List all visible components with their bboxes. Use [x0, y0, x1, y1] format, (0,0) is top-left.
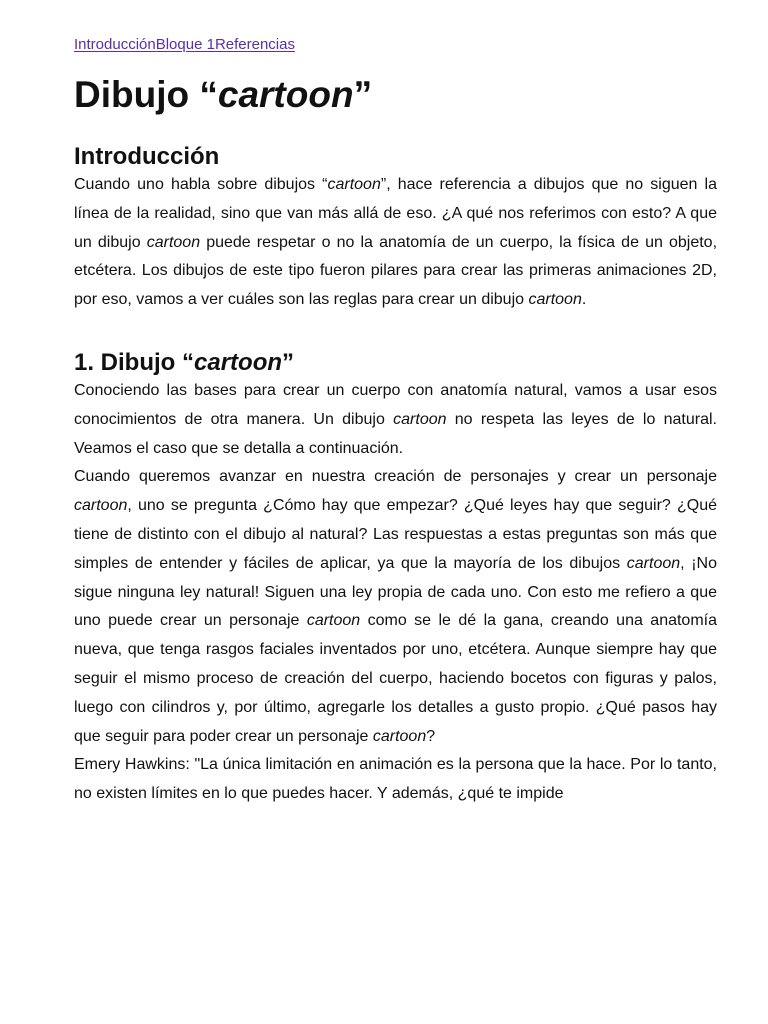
emphasis-run: cartoon: [626, 554, 681, 572]
emphasis-run: cartoon: [528, 291, 582, 309]
emphasis-run: cartoon: [327, 176, 381, 193]
text-run: Cuando uno habla sobre dibujos “: [74, 176, 328, 193]
section-1-paragraph-2: [74, 463, 717, 751]
breadcrumb-link-introduccion[interactable]: Introducción: [74, 36, 156, 53]
emphasis-run: cartoon: [393, 410, 447, 428]
document-page: [74, 36, 717, 809]
breadcrumb: [74, 36, 717, 54]
breadcrumb-link-bloque-1[interactable]: Bloque 1: [155, 36, 215, 53]
intro-paragraph: [74, 171, 717, 315]
emphasis-run: cartoon: [372, 727, 427, 745]
title-emphasis: cartoon: [217, 74, 354, 115]
heading-prefix: 1. Dibujo “: [74, 348, 194, 376]
heading-suffix: ”: [282, 348, 295, 376]
section-1-paragraph-3: Emery Hawkins: "La única limitación en animación es la persona que la hace. Por lo tanto, no existen límites en lo que puedes hacer. Y además, ¿qué te impide: [74, 756, 717, 803]
text-run: puede respetar o no la anatomía de un cuerpo, la física de un objeto, etcétera. Los dibujos de este tipo fueron pilares para crear las primeras animaciones 2D, por eso, vamos a ver cuáles son las reglas para crear un dibujo: [74, 233, 718, 309]
text-run: Conociendo las bases para crear un cuerpo con anatomía natural, vamos a usar esos conocimientos de otra manera. Un dibujo: [74, 381, 717, 428]
text-run: no respeta las leyes de lo natural. Veamos el caso que se detalla a continuación.: [74, 410, 718, 457]
text-run: , uno se pregunta ¿Cómo hay que empezar? ¿Qué leyes hay que seguir? ¿Qué tiene de distinto con el dibujo al natural? Las respuestas a estas preguntas son más que simples de entender y fáciles de aplicar, ya que la mayoría de los dibujos: [74, 497, 717, 572]
title-prefix: Dibujo “: [74, 74, 218, 115]
page-title: [74, 73, 717, 117]
breadcrumb-link-referencias[interactable]: Referencias: [214, 36, 295, 53]
emphasis-run: cartoon: [146, 233, 201, 251]
text-run: , ¡No sigue ninguna ley natural! Siguen una ley propia de cada uno. Con esto me refiero a que uno puede crear un personaje: [74, 554, 718, 630]
text-run: Cuando queremos avanzar en nuestra creación de personajes y crear un personaje: [74, 468, 717, 486]
text-run: ?: [426, 727, 436, 745]
emphasis-run: cartoon: [306, 612, 361, 630]
heading-introduccion: Introducción: [74, 143, 220, 170]
text-run: como se le dé la gana, creando una anatomía nueva, que tenga rasgos faciales inventados por uno, etcétera. Aunque siempre hay que seguir el mismo proceso de creación del cuerpo, haciendo bocetos con figuras y palos, luego con cilindros y, por último, agregarle los detalles a gusto propio. ¿Qué pasos hay que seguir para poder crear un personaje: [74, 612, 718, 745]
emphasis-run: cartoon: [74, 497, 128, 515]
text-run: ”, hace referencia a dibujos que no siguen la línea de la realidad, sino que van más allá de eso. ¿A qué nos referimos con esto? A que un dibujo: [74, 176, 718, 251]
section-1-paragraph-1: [74, 377, 717, 463]
title-suffix: ”: [353, 74, 373, 115]
heading-section-1: [74, 349, 717, 377]
text-run: .: [581, 291, 587, 309]
heading-emphasis: cartoon: [194, 348, 283, 376]
